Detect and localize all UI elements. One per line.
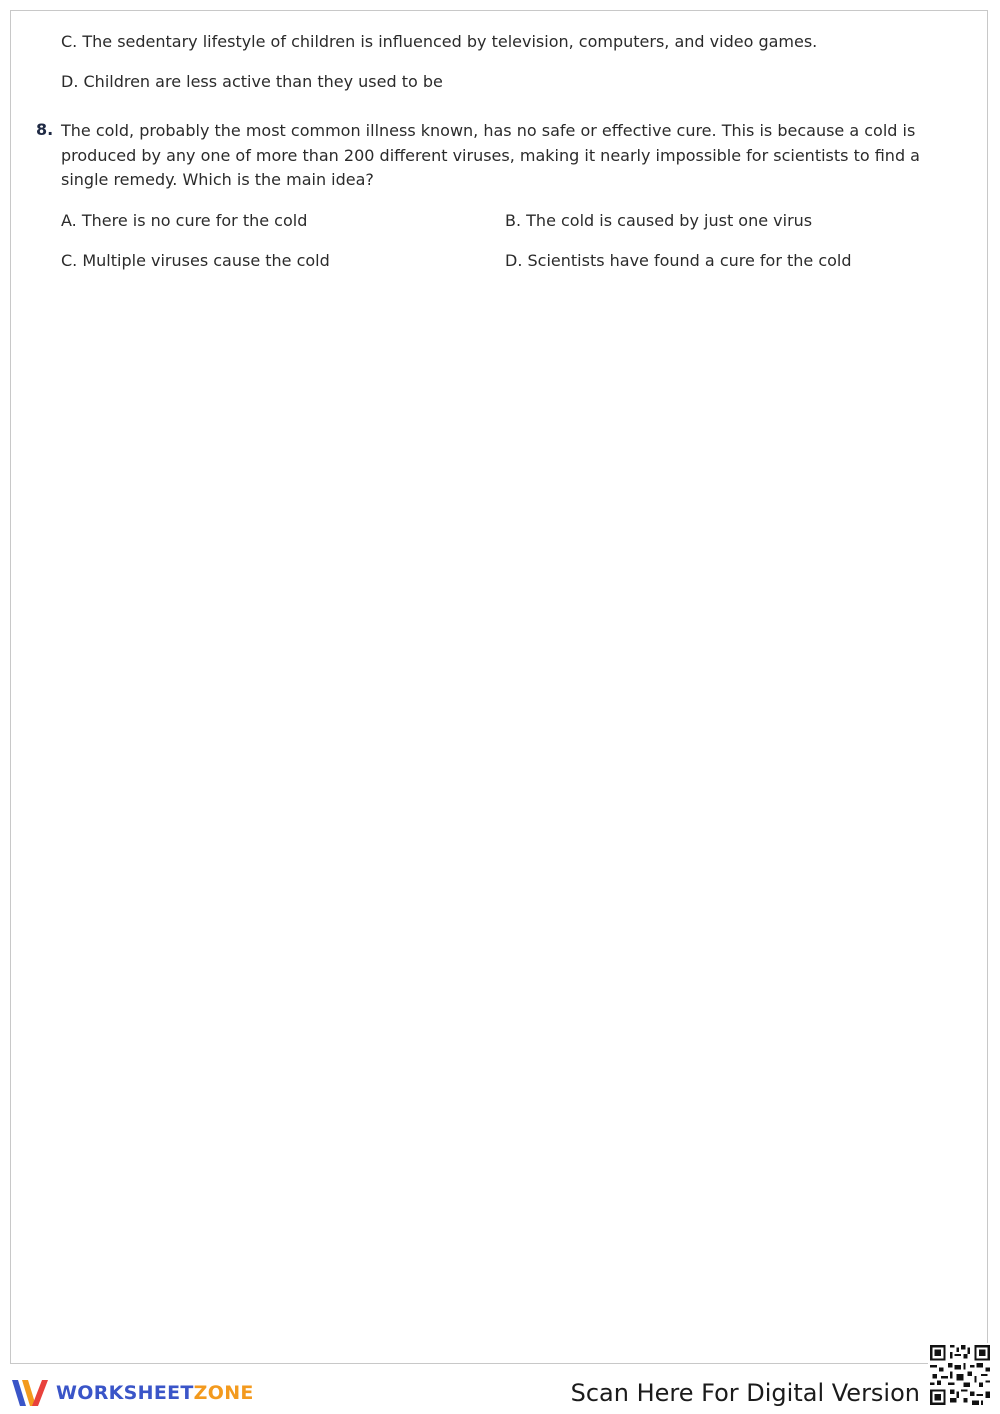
option-a — [61, 209, 307, 234]
brand-name-part2: ZONE — [193, 1382, 254, 1404]
brand-name — [56, 1382, 254, 1404]
question-number: 8. — [36, 120, 54, 139]
option-letter: D. — [61, 72, 79, 91]
option-b — [505, 209, 812, 234]
option-text: The cold is caused by just one virus — [526, 211, 813, 230]
option-text: Children are less active than they used to be — [83, 72, 443, 91]
option-c — [61, 249, 330, 274]
option-letter: B. — [505, 211, 522, 230]
prev-option-c — [61, 30, 817, 55]
worksheetzone-logo-icon — [10, 1376, 50, 1410]
option-text: Scientists have found a cure for the cold — [527, 251, 852, 270]
question-stem: The cold, probably the most common illness known, has no safe or effective cure. This is because a cold is produced by any one of more than 200 different viruses, making it nearly impossible for scientists to find a single remedy. Which is the main idea? — [61, 121, 920, 189]
option-letter: C. — [61, 32, 78, 51]
option-letter: C. — [61, 251, 78, 270]
footer-brand[interactable] — [10, 1375, 254, 1411]
option-letter: D. — [505, 251, 523, 270]
option-text: Multiple viruses cause the cold — [82, 251, 330, 270]
option-d — [505, 249, 852, 274]
brand-name-part1: WORKSHEET — [56, 1382, 194, 1404]
scan-here-text: Scan Here For Digital Version — [570, 1379, 920, 1407]
option-letter: A. — [61, 211, 77, 230]
prev-option-d — [61, 70, 443, 95]
qr-code-icon[interactable] — [928, 1343, 992, 1407]
option-text: There is no cure for the cold — [81, 211, 308, 230]
option-text: The sedentary lifestyle of children is influenced by television, computers, and video games. — [82, 32, 818, 51]
